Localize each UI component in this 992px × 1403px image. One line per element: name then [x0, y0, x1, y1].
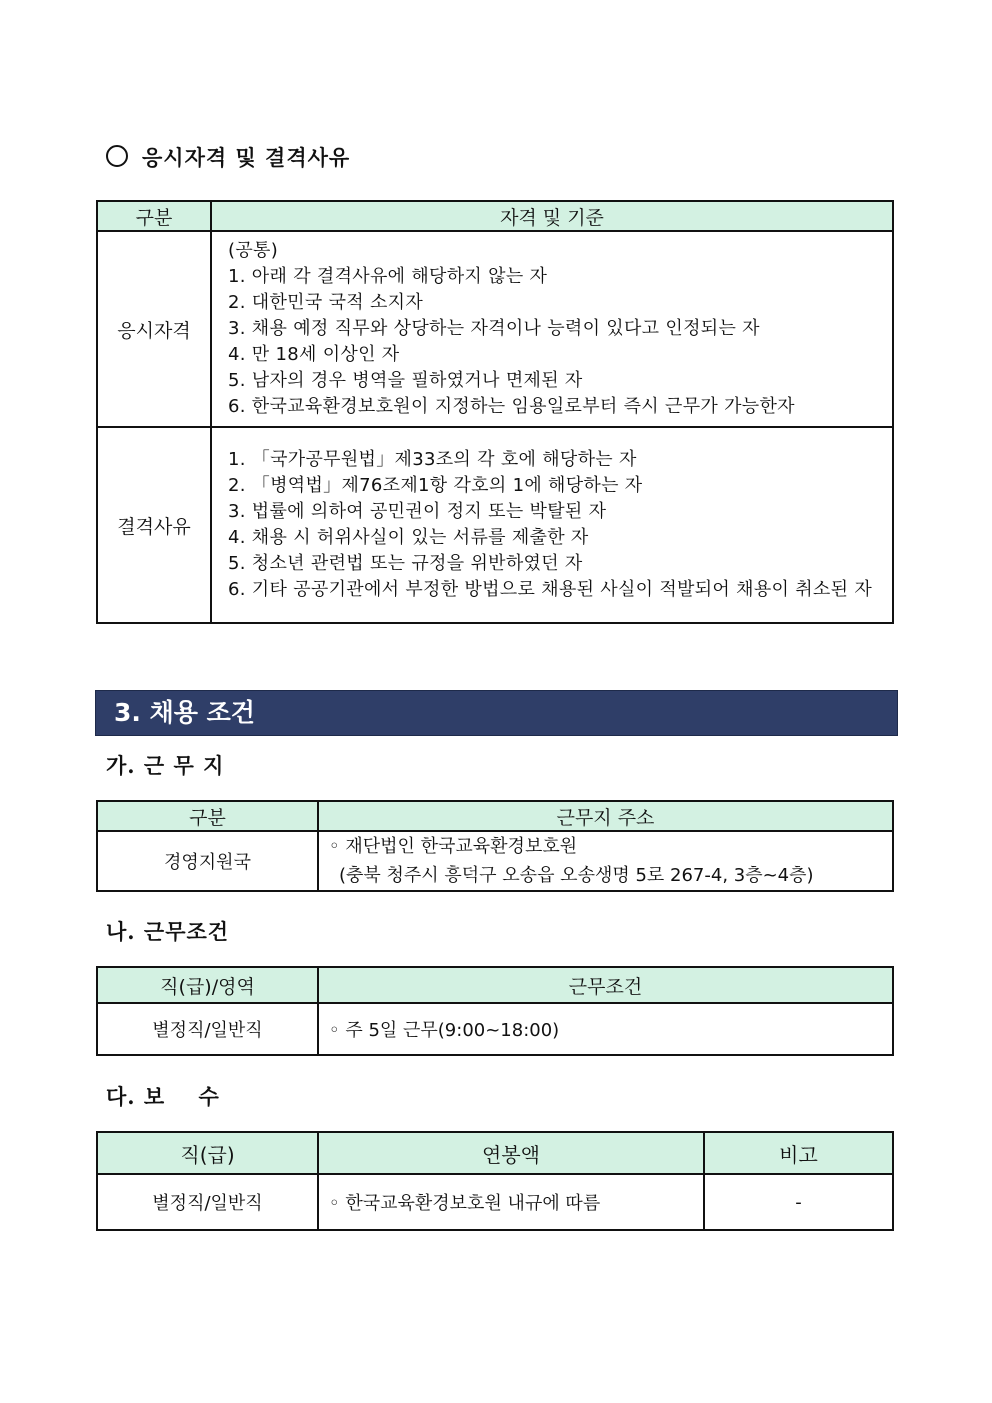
table-row	[97, 1174, 893, 1230]
disqualification-label: 결격사유	[97, 427, 211, 623]
salary-text: ◦ 한국교육환경보호원 내규에 따름	[318, 1174, 704, 1230]
table-header-row	[97, 1132, 893, 1174]
list-item: 6. 기타 공공기관에서 부정한 방법으로 채용된 사실이 적발되어 채용이 취소된 자	[228, 579, 873, 600]
list-item: 5. 남자의 경우 병역을 필하였거나 면제된 자	[228, 370, 583, 391]
table-header-row	[97, 201, 893, 231]
table-row	[97, 1003, 893, 1055]
qualification-heading: 응시자격 및 결격사유	[106, 142, 350, 172]
address-line: (충북 청주시 흥덕구 오송읍 오송생명 5로 267-4, 3층~4층)	[339, 865, 814, 886]
workplace-address	[318, 831, 893, 891]
address-line: ◦ 재단법인 한국교육환경보호원	[329, 836, 578, 857]
salary-position: 별정직/일반직	[97, 1174, 318, 1230]
eligibility-criteria	[211, 231, 893, 427]
list-item: 2. 「병역법」제76조제1항 각호의 1에 해당하는 자	[228, 475, 643, 496]
workplace-table	[96, 800, 894, 892]
header-address: 근무지 주소	[318, 801, 893, 831]
conditions-heading: 나. 근무조건	[106, 919, 230, 944]
header-position: 직(급)	[97, 1132, 318, 1174]
list-item: 3. 법률에 의하여 공민권이 정지 또는 박탈된 자	[228, 501, 607, 522]
list-item: (공통)	[228, 240, 279, 261]
list-item: 5. 청소년 관련법 또는 규정을 위반하였던 자	[228, 553, 583, 574]
table-row-disqualification	[97, 427, 893, 623]
header-category: 구분	[97, 201, 211, 231]
conditions-table	[96, 966, 894, 1056]
salary-heading: 다. 보 수	[106, 1084, 220, 1109]
header-criteria: 자격 및 기준	[211, 201, 893, 231]
conditions-text: ◦ 주 5일 근무(9:00~18:00)	[318, 1003, 893, 1055]
header-category: 구분	[97, 801, 318, 831]
salary-table	[96, 1131, 894, 1231]
workplace-heading: 가. 근 무 지	[106, 753, 225, 778]
list-item: 4. 만 18세 이상인 자	[228, 344, 400, 365]
table-header-row	[97, 801, 893, 831]
header-position: 직(급)/영역	[97, 967, 318, 1003]
eligibility-label: 응시자격	[97, 231, 211, 427]
table-header-row	[97, 967, 893, 1003]
qualification-table	[96, 200, 894, 624]
list-item: 1. 아래 각 결격사유에 해당하지 않는 자	[228, 266, 548, 287]
header-conditions: 근무조건	[318, 967, 893, 1003]
conditions-position: 별정직/일반직	[97, 1003, 318, 1055]
header-note: 비고	[704, 1132, 893, 1174]
disqualification-criteria	[211, 427, 893, 623]
table-row-eligibility	[97, 231, 893, 427]
list-item: 1. 「국가공무원법」제33조의 각 호에 해당하는 자	[228, 449, 637, 470]
workplace-category: 경영지원국	[97, 831, 318, 891]
salary-note: -	[704, 1174, 893, 1230]
list-item: 4. 채용 시 허위사실이 있는 서류를 제출한 자	[228, 527, 589, 548]
section-banner: 3. 채용 조건	[95, 690, 898, 736]
list-item: 3. 채용 예정 직무와 상당하는 자격이나 능력이 있다고 인정되는 자	[228, 318, 760, 339]
circle-bullet-icon	[106, 145, 128, 167]
header-salary: 연봉액	[318, 1132, 704, 1174]
table-row	[97, 831, 893, 891]
list-item: 2. 대한민국 국적 소지자	[228, 292, 424, 313]
list-item: 6. 한국교육환경보호원이 지정하는 임용일로부터 즉시 근무가 가능한자	[228, 396, 795, 417]
